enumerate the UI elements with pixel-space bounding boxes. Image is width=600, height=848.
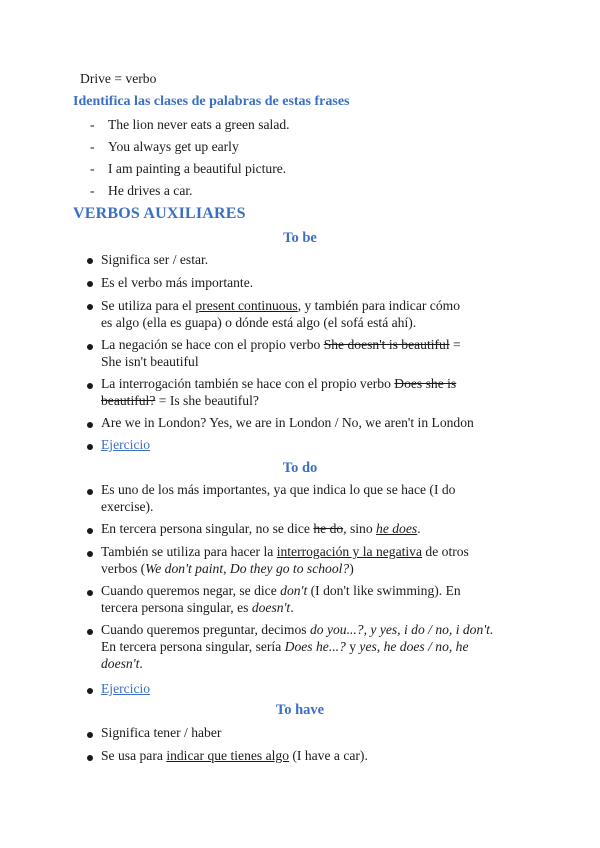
to-be-bullet-4: La negación se hace con el propio verbo She doesn't is beautiful =	[101, 337, 461, 352]
to-do-bullet-5: Cuando queremos preguntar, decimos do you...?, y yes, i do / no, i don't.	[101, 622, 494, 637]
dash-marker: -	[90, 161, 95, 176]
to-be-bullet-6: Are we in London? Yes, we are in London / No, we aren't in London	[101, 415, 474, 430]
to-do-bullet-3-line-2: verbos (We don't paint, Do they go to school?)	[101, 561, 354, 576]
to-do-bullet-1: Es uno de los más importantes, ya que indica lo que se hace (I do	[101, 482, 456, 497]
bullet-icon	[87, 755, 93, 761]
bullet-icon	[87, 732, 93, 738]
to-do-bullet-4-line-2: tercera persona singular, es doesn't.	[101, 600, 294, 615]
to-do-title: To do	[282, 460, 318, 476]
to-do-bullet-1-line-2: exercise).	[101, 499, 154, 514]
bullet-icon	[87, 551, 93, 557]
bullet-icon	[87, 258, 93, 264]
bullet-icon	[87, 528, 93, 534]
bullet-icon	[87, 489, 93, 495]
to-do-bullet-3: También se utiliza para hacer la interrogación y la negativa de otros	[101, 544, 469, 559]
bullet-icon	[87, 688, 93, 694]
dash-marker: -	[90, 183, 95, 198]
to-be-title: To be	[283, 230, 317, 246]
dash-marker: -	[90, 139, 95, 154]
to-have-title: To have	[275, 702, 325, 718]
bullet-icon	[87, 629, 93, 635]
to-be-exercise-link[interactable]: Ejercicio	[101, 437, 151, 452]
drive-line: Drive = verbo	[80, 71, 157, 86]
dash-marker: -	[90, 117, 95, 132]
to-do-bullet-4: Cuando queremos negar, se dice don't (I don't like swimming). En	[101, 583, 461, 598]
to-have-bullet-2: Se usa para indicar que tienes algo (I have a car).	[101, 748, 368, 763]
exercise-item: I am painting a beautiful picture.	[108, 161, 287, 176]
exercise-item: He drives a car.	[108, 183, 193, 198]
to-be-bullet-3-line-2: es algo (ella es guapa) o dónde está algo (el sofá está ahí).	[101, 315, 417, 330]
bullet-icon	[87, 344, 93, 350]
exercise-item: You always get up early	[108, 139, 239, 154]
exercise-heading: Identifica las clases de palabras de estas frases	[73, 94, 350, 109]
to-do-exercise-link[interactable]: Ejercicio	[101, 681, 151, 696]
section-title: VERBOS AUXILIARES	[73, 205, 246, 222]
to-do-bullet-2: En tercera persona singular, no se dice he do, sino he does.	[101, 521, 421, 536]
exercise-item: The lion never eats a green salad.	[108, 117, 290, 132]
to-be-bullet-5: La interrogación también se hace con el propio verbo Does she is	[101, 376, 457, 391]
bullet-icon	[87, 444, 93, 450]
to-be-bullet-4-line-2: She isn't beautiful	[101, 354, 199, 369]
bullet-icon	[87, 281, 93, 287]
to-have-bullet-1: Significa tener / haber	[101, 725, 222, 740]
to-be-bullet-1: Significa ser / estar.	[101, 252, 209, 267]
to-be-bullet-3: Se utiliza para el present continuous, y también para indicar cómo	[101, 298, 460, 313]
to-do-bullet-5-line-3: doesn't.	[101, 656, 143, 671]
bullet-icon	[87, 383, 93, 389]
to-be-bullet-5-line-2: beautiful? = Is she beautiful?	[101, 393, 259, 408]
to-do-bullet-5-line-2: En tercera persona singular, sería Does he...? y yes, he does / no, he	[101, 639, 469, 654]
bullet-icon	[87, 422, 93, 428]
bullet-icon	[87, 304, 93, 310]
bullet-icon	[87, 590, 93, 596]
to-be-bullet-2: Es el verbo más importante.	[101, 275, 254, 290]
